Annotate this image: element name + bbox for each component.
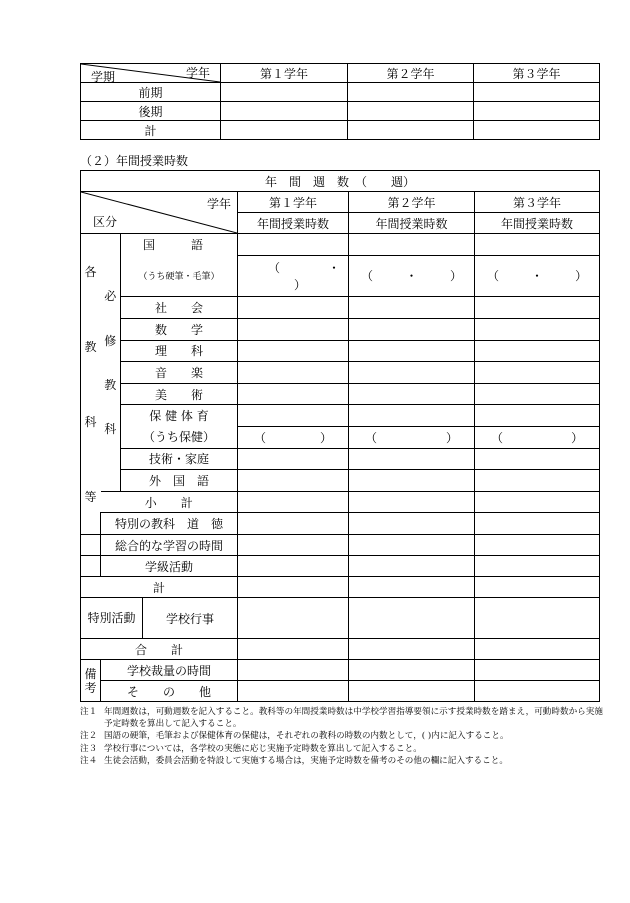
- input-cell[interactable]: [349, 660, 475, 681]
- tokubetsu-label: [81, 598, 143, 639]
- input-cell[interactable]: [475, 660, 600, 681]
- hisshu-label: [101, 234, 121, 492]
- term-header-right: 学年: [185, 66, 210, 80]
- input-cell[interactable]: [238, 470, 349, 492]
- subject-bijutsu: 美 術: [121, 383, 238, 405]
- input-cell[interactable]: [475, 491, 600, 513]
- annual-weeks-header: 年 間 週 数 （ 週）: [81, 171, 600, 192]
- input-cell[interactable]: [475, 598, 600, 639]
- input-cell[interactable]: [238, 383, 349, 405]
- input-cell[interactable]: [348, 102, 474, 121]
- input-cell[interactable]: [475, 470, 600, 492]
- input-cell[interactable]: [349, 556, 475, 577]
- input-cell[interactable]: [349, 681, 475, 702]
- input-cell[interactable]: [348, 121, 474, 140]
- term-header-left: 学期: [91, 70, 116, 83]
- hours-header: 年間授業時数: [475, 213, 600, 234]
- input-cell[interactable]: [475, 556, 600, 577]
- input-cell[interactable]: [349, 383, 475, 405]
- input-cell[interactable]: [349, 535, 475, 556]
- input-cell[interactable]: [238, 234, 349, 256]
- grade-2-header: 第２学年: [348, 64, 474, 83]
- subject-gaikokugo: 外 国 語: [121, 470, 238, 492]
- input-cell[interactable]: [475, 383, 600, 405]
- input-cell[interactable]: [475, 681, 600, 702]
- input-cell[interactable]: [474, 102, 600, 121]
- input-cell[interactable]: [349, 405, 475, 427]
- note-item: 注２ 国語の硬筆，毛筆および保健体育の保健は，それぞれの教科の時数の内数として，( )内に記入すること。: [80, 731, 509, 742]
- sogo-label: 総合的な学習の時間: [101, 535, 238, 556]
- kubun-grade-header: [81, 192, 238, 234]
- input-cell[interactable]: [238, 513, 349, 535]
- input-cell[interactable]: [475, 535, 600, 556]
- note-item: 注１ 年間週数は，可動週数を記入すること。教科等の年間授業時数は中学校学習指導要領に示す授業時数を踏まえ，可動時数から実施予定時数を算出して記入すること。: [80, 707, 603, 730]
- input-cell[interactable]: [349, 577, 475, 598]
- annual-hours-table: [80, 170, 600, 702]
- hisshu-vertical: 必 修 教 科: [104, 289, 117, 437]
- table-row: [81, 121, 600, 140]
- input-cell[interactable]: [349, 362, 475, 384]
- gakko-gyoji-label: 学校行事: [143, 598, 238, 639]
- gokei-label: 合 計: [81, 639, 238, 660]
- subject-hoken-sub: （うち保健）: [121, 426, 238, 448]
- input-cell[interactable]: [475, 362, 600, 384]
- grade-3-header: 第３学年: [475, 192, 600, 213]
- biko-vertical: 備 考: [84, 666, 97, 695]
- gakkyu-label: 学級活動: [101, 556, 238, 577]
- input-cell[interactable]: [238, 598, 349, 639]
- tokubetsu-text: 特別活動: [87, 611, 136, 625]
- input-cell[interactable]: [238, 681, 349, 702]
- table-row: [81, 102, 600, 121]
- input-cell[interactable]: [349, 639, 475, 660]
- row-label-zenki: 前期: [81, 83, 221, 102]
- subject-kokugo-sub: （うち硬筆・毛筆）: [121, 255, 238, 297]
- input-cell[interactable]: [238, 660, 349, 681]
- biko-label: [81, 660, 101, 702]
- input-cell[interactable]: [475, 234, 600, 256]
- input-cell[interactable]: [475, 448, 600, 470]
- section-title: （２）年間授業時数: [80, 154, 189, 168]
- paren-cell[interactable]: （ ・ ）: [238, 255, 349, 297]
- input-cell[interactable]: [475, 340, 600, 362]
- grade-2-header: 第２学年: [349, 192, 475, 213]
- input-cell[interactable]: [238, 577, 349, 598]
- note-item: 注４ 生徒会活動，委員会活動を特設して実施する場合は，実施予定時数を備考のその他の欄に記入すること。: [80, 755, 508, 766]
- row-label-kei: 計: [81, 121, 221, 140]
- input-cell[interactable]: [238, 340, 349, 362]
- kakukyoka-label: [81, 234, 101, 535]
- input-cell[interactable]: [238, 448, 349, 470]
- dotoku-label: 特別の教科 道 徳: [101, 513, 238, 535]
- subject-ongaku: 音 楽: [121, 362, 238, 384]
- grade-1-header: 第１学年: [221, 64, 348, 83]
- input-cell[interactable]: [349, 318, 475, 340]
- input-cell[interactable]: [238, 556, 349, 577]
- input-cell[interactable]: [238, 362, 349, 384]
- subject-gijutsu: 技術・家庭: [121, 448, 238, 470]
- input-cell[interactable]: [221, 121, 348, 140]
- paren-cell[interactable]: （ ）: [349, 426, 475, 448]
- input-cell[interactable]: [349, 234, 475, 256]
- kei-label: 計: [81, 577, 238, 598]
- hours-header: 年間授業時数: [349, 213, 475, 234]
- input-cell[interactable]: [348, 83, 474, 102]
- grade-label: 学年: [206, 197, 231, 211]
- input-cell[interactable]: [238, 405, 349, 427]
- term-grade-header: [81, 64, 221, 83]
- subject-kokugo: 国 語: [121, 234, 238, 256]
- subject-rika: 理 科: [121, 340, 238, 362]
- input-cell[interactable]: [474, 121, 600, 140]
- input-cell[interactable]: [238, 491, 349, 513]
- subject-sugaku: 数 学: [121, 318, 238, 340]
- input-cell[interactable]: [238, 639, 349, 660]
- input-cell[interactable]: [475, 405, 600, 427]
- input-cell[interactable]: [221, 102, 348, 121]
- row-label-kouki: 後期: [81, 102, 221, 121]
- input-cell[interactable]: [349, 491, 475, 513]
- paren-cell[interactable]: （ ）: [238, 426, 349, 448]
- grade-3-header: 第３学年: [474, 64, 600, 83]
- input-cell[interactable]: [474, 83, 600, 102]
- input-cell[interactable]: [475, 297, 600, 319]
- input-cell[interactable]: [475, 513, 600, 535]
- input-cell[interactable]: [221, 83, 348, 102]
- sairyou-label: 学校裁量の時間: [101, 660, 238, 681]
- paren-cell[interactable]: （ ・ ）: [475, 255, 600, 297]
- input-cell[interactable]: [349, 513, 475, 535]
- subject-hoken: 保 健 体 育: [121, 405, 238, 427]
- input-cell[interactable]: [349, 598, 475, 639]
- input-cell[interactable]: [238, 297, 349, 319]
- grade-1-header: 第１学年: [238, 192, 349, 213]
- kubun-label: 区分: [93, 215, 118, 229]
- paren-cell[interactable]: （ ・ ）: [349, 255, 475, 297]
- paren-cell[interactable]: （ ）: [475, 426, 600, 448]
- input-cell[interactable]: [349, 448, 475, 470]
- input-cell[interactable]: [349, 470, 475, 492]
- input-cell[interactable]: [475, 318, 600, 340]
- sonota-label: そ の 他: [101, 681, 238, 702]
- input-cell[interactable]: [238, 535, 349, 556]
- table-row: [81, 83, 600, 102]
- term-table: [80, 63, 600, 140]
- notes: [80, 706, 610, 767]
- hours-header: 年間授業時数: [238, 213, 349, 234]
- input-cell[interactable]: [475, 639, 600, 660]
- input-cell[interactable]: [238, 318, 349, 340]
- input-cell[interactable]: [349, 297, 475, 319]
- note-item: 注３ 学校行事については，各学校の実態に応じ実施予定時数を算出して記入すること。: [80, 743, 422, 754]
- shokei-label: 小 計: [101, 491, 238, 513]
- input-cell[interactable]: [349, 340, 475, 362]
- kakukyoka-vertical: 各 教 科 等: [84, 265, 97, 504]
- input-cell[interactable]: [475, 577, 600, 598]
- subject-shakai: 社 会: [121, 297, 238, 319]
